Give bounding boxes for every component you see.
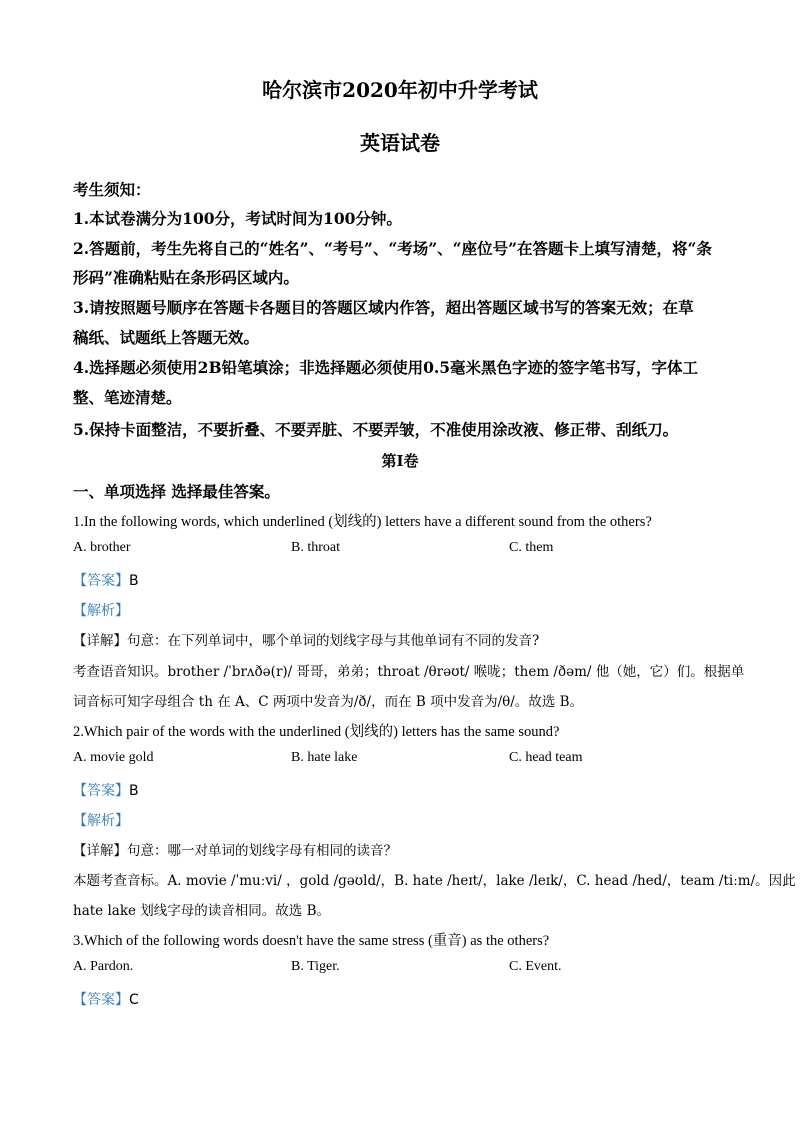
question-2-option-a: A. movie gold xyxy=(73,750,154,765)
question-2-explanation: hate lake 划线字母的读音相同。故选 B。 xyxy=(73,903,330,919)
question-2-option-c: C. head team xyxy=(509,750,583,765)
question-1-option-a: A. brother xyxy=(73,540,131,555)
notice-item: 3.请按照题号顺序在答题卡各题目的答题区域内作答，超出答题区域书写的答案无效；在草 xyxy=(73,298,694,317)
question-1-explanation: 词音标可知字母组合 th 在 A、C 两项中发音为/ð/，而在 B 项中发音为/θ/。故选 B。 xyxy=(73,694,584,710)
notice-item: 1.本试卷满分为100分，考试时间为100分钟。 xyxy=(73,209,402,228)
question-3-stem: 3.Which of the following words doesn't have the same stress (重音) as the others? xyxy=(73,933,550,949)
notice-item: 4.选择题必须使用2B铅笔填涂；非选择题必须使用0.5毫米黑色字迹的签字笔书写，字体工 xyxy=(73,358,699,377)
notice-item: 5.保持卡面整洁，不要折叠、不要弄脏、不要弄皱，不准使用涂改液、修正带、刮纸刀。 xyxy=(73,420,679,439)
question-2-option-b: B. hate lake xyxy=(291,750,358,765)
exam-subtitle: 英语试卷 xyxy=(360,131,440,155)
question-1-option-b: B. throat xyxy=(291,540,340,555)
notice-item: 形码”准确粘贴在条形码区域内。 xyxy=(73,268,299,287)
question-2-analysis-label: 【解析】 xyxy=(73,813,129,829)
section-heading: 一、单项选择 选择最佳答案。 xyxy=(73,482,280,501)
question-1-detail: 【详解】句意：在下列单词中，哪个单词的划线字母与其他单词有不同的发音? xyxy=(73,633,540,649)
question-3-option-b: B. Tiger. xyxy=(291,959,340,974)
question-1-analysis-label: 【解析】 xyxy=(73,603,129,619)
question-2-stem: 2.Which pair of the words with the underlined (划线的) letters has the same sound? xyxy=(73,724,560,740)
question-2-answer: 【答案】B xyxy=(73,783,139,799)
question-1-option-c: C. them xyxy=(509,540,554,555)
question-3-option-c: C. Event. xyxy=(509,959,562,974)
exam-title: 哈尔滨市2020年初中升学考试 xyxy=(262,78,538,102)
question-3-answer: 【答案】C xyxy=(73,992,139,1008)
volume-heading: 第Ⅰ卷 xyxy=(381,452,419,470)
question-2-explanation: 本题考查音标。A. movie /ˈmuːvi/ ，gold /ɡəʊld/，B. hate /heɪt/，lake /leɪk/，C. head /hed/，team /tiːm/。因此 xyxy=(73,873,796,889)
question-2-detail: 【详解】句意：哪一对单词的划线字母有相同的读音？ xyxy=(73,843,397,859)
question-1-stem: 1.In the following words, which underlined (划线的) letters have a different sound from the others? xyxy=(73,514,652,530)
question-3-option-a: A. Pardon. xyxy=(73,959,134,974)
question-1-explanation: 考查语音知识。brother /ˈbrʌðə(r)/ 哥哥，弟弟；throat /θrəʊt/ 喉咙；them /ðəm/ 他（她，它）们。根据单 xyxy=(73,664,745,680)
question-1-answer: 【答案】B xyxy=(73,573,139,589)
notice-item: 稿纸、试题纸上答题无效。 xyxy=(73,328,260,347)
notice-item: 2.答题前，考生先将自己的“姓名”、“考号”、“考场”、“座位号”在答题卡上填写清楚，将“条 xyxy=(73,239,712,258)
notice-heading: 考生须知： xyxy=(73,180,151,199)
notice-item: 整、笔迹清楚。 xyxy=(73,388,182,407)
